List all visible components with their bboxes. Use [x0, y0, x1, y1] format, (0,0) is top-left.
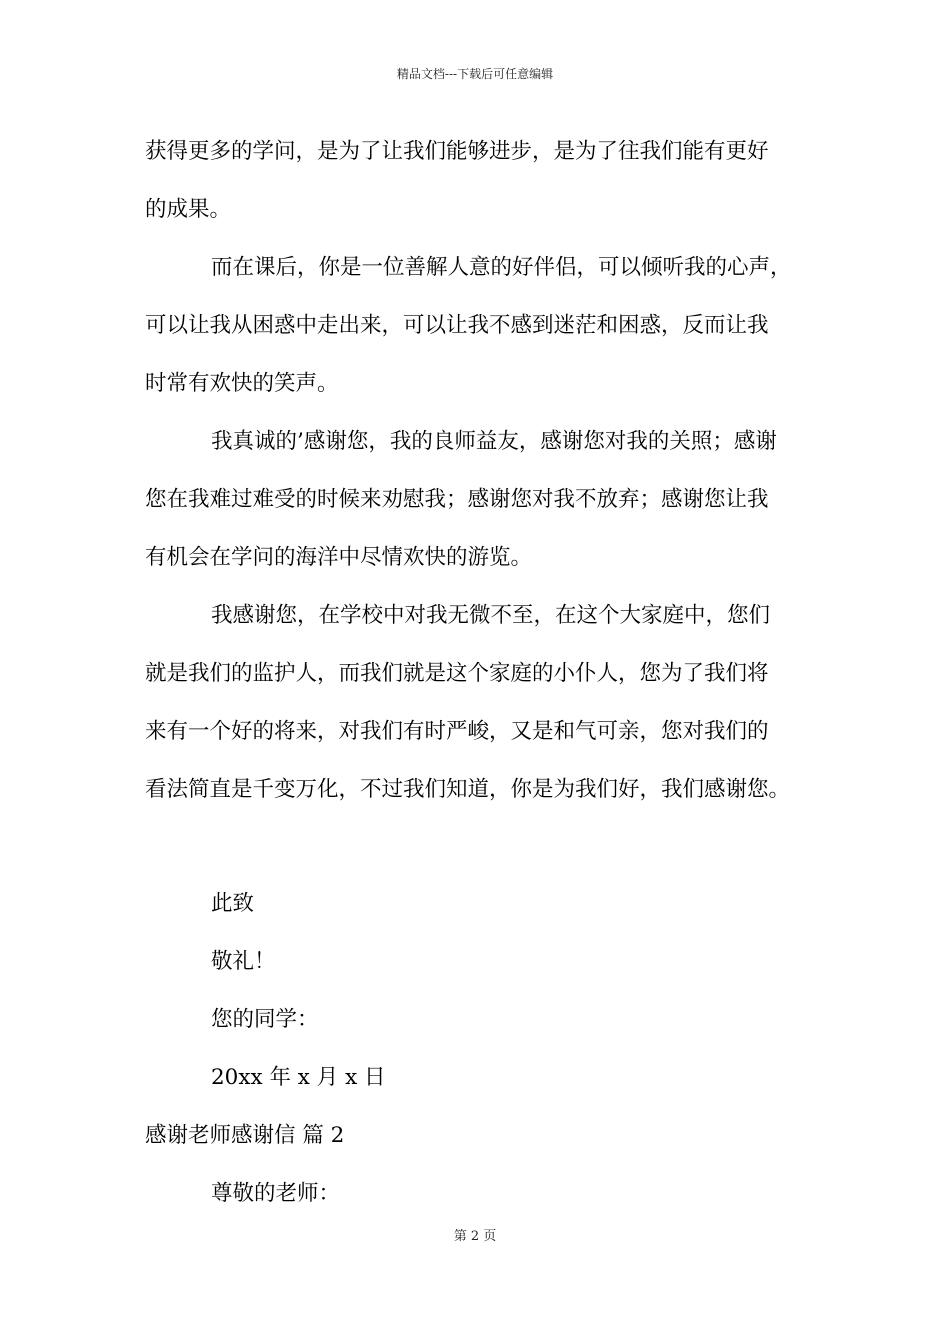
page-number: 第 2 页	[453, 1229, 497, 1244]
spacer	[145, 826, 825, 882]
text-line: 获得更多的学问，是为了让我们能够进步，是为了往我们能有更好	[145, 139, 769, 164]
closing-salutation: 此致	[211, 891, 255, 916]
greeting-line: 尊敬的老师：	[211, 1181, 341, 1206]
paragraph-start: 我感谢您，在学校中对我无微不至，在这个大家庭中，您们	[211, 603, 771, 628]
text-line: 有机会在学问的海洋中尽情欢快的游览。	[145, 545, 533, 570]
closing-regards: 敬礼！	[211, 949, 276, 974]
signature-line: 您的同学：	[211, 1007, 319, 1032]
document-body	[145, 130, 825, 1230]
paragraph-start: 而在课后，你是一位善解人意的好伴侣，可以倾听我的心声，	[211, 255, 792, 280]
text-line: 的成果。	[145, 197, 232, 222]
text-line: 来有一个好的将来，对我们有时严峻，又是和气可亲，您对我们的	[145, 719, 769, 744]
date-line: 20xx 年 x 月 x 日	[211, 1065, 386, 1090]
paragraph-start: 我真诚的’感谢您，我的良师益友，感谢您对我的关照；感谢	[211, 429, 777, 454]
section-title: 感谢老师感谢信 篇 2	[145, 1123, 345, 1148]
text-line: 看法简直是千变万化，不过我们知道，你是为我们好，我们感谢您。	[145, 777, 791, 802]
text-line: 就是我们的监护人，而我们就是这个家庭的小仆人，您为了我们将	[145, 661, 769, 686]
text-line: 可以让我从困惑中走出来，可以让我不感到迷茫和困惑，反而让我	[145, 313, 769, 338]
page-header: 精品文档---下载后可任意编辑	[396, 67, 554, 81]
text-line: 您在我难过难受的时候来劝慰我；感谢您对我不放弃；感谢您让我	[145, 487, 769, 512]
text-line: 时常有欢快的笑声。	[145, 371, 339, 396]
